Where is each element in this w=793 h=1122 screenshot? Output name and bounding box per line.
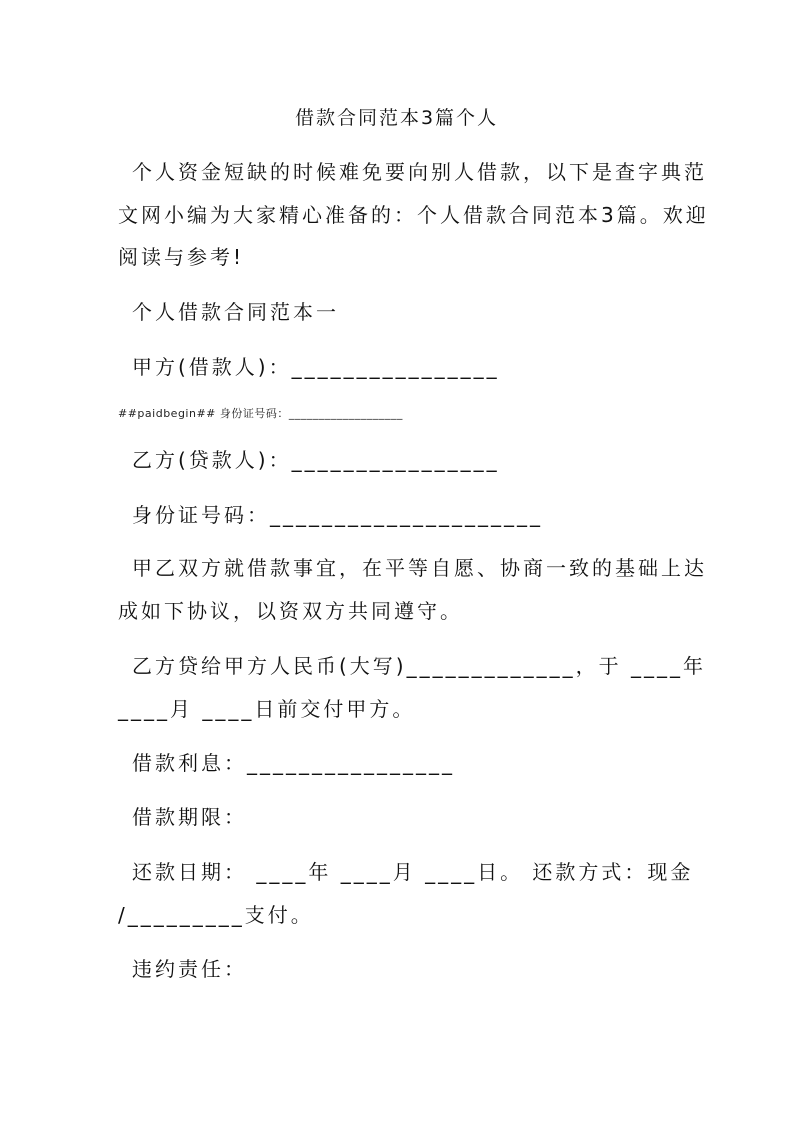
repayment-line-2: /_________支付。 [118, 903, 314, 927]
agreement-line-1: 甲乙双方就借款事宜，在平等自愿、协商一致的基础上达 [132, 556, 707, 580]
document-title: 借款合同范本3篇个人 [294, 107, 499, 129]
section-heading: 个人借款合同范本一 [132, 300, 339, 324]
interest-field: 借款利息：________________ [132, 751, 455, 775]
term-field: 借款期限： [132, 805, 247, 829]
party-a-field: 甲方(借款人)：________________ [132, 355, 500, 379]
intro-line-2: 文网小编为大家精心准备的：个人借款合同范本3篇。欢迎 [118, 203, 709, 227]
party-b-field: 乙方(贷款人)：________________ [132, 448, 500, 472]
loan-amount-line-2: ____月 ____日前交付甲方。 [118, 697, 416, 721]
marker-line: ##paidbegin## 身份证号码：___________________ [118, 407, 403, 420]
id-number-field: 身份证号码：_____________________ [132, 503, 543, 527]
repayment-line-1: 还款日期： ____年 ____月 ____日。 还款方式：现金 [132, 860, 694, 884]
intro-line-3: 阅读与参考! [118, 245, 245, 269]
loan-amount-line-1: 乙方贷给甲方人民币(大写)_____________，于 ____年 [132, 654, 706, 678]
agreement-line-2: 成如下协议，以资双方共同遵守。 [118, 599, 463, 623]
breach-heading: 违约责任： [132, 957, 247, 981]
intro-line-1: 个人资金短缺的时候难免要向别人借款，以下是查字典范 [132, 160, 707, 184]
